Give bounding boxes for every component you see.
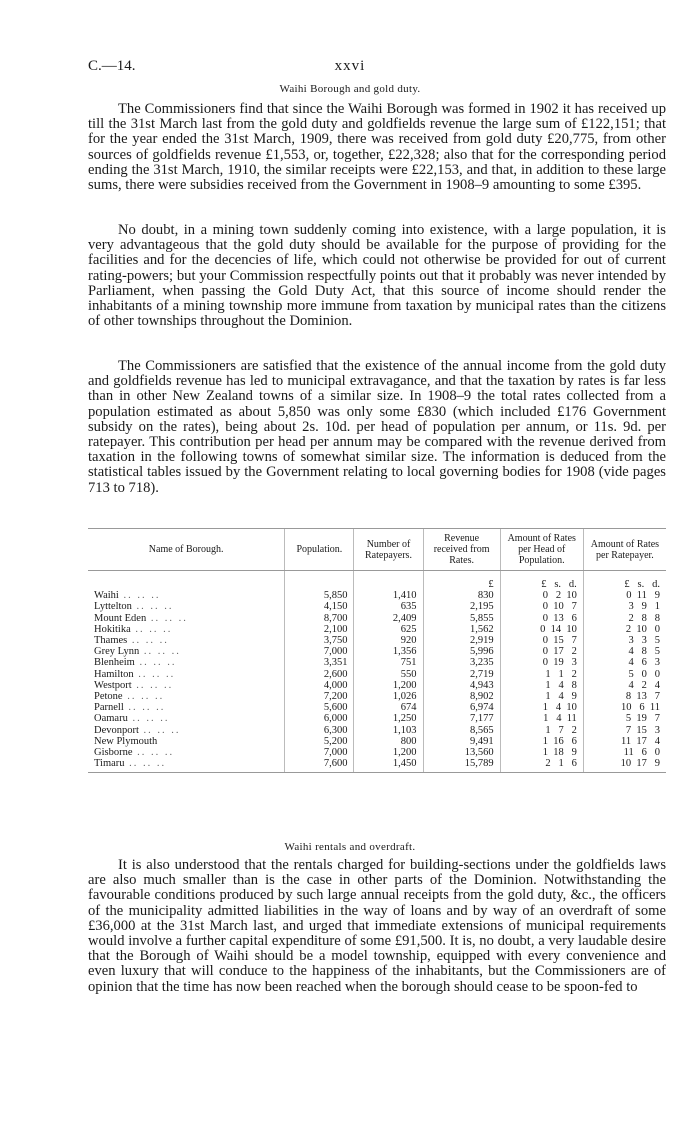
leader-dots: .. .. .. — [131, 679, 174, 691]
per-ratepayer-cell: 11 17 4 — [583, 736, 666, 747]
revenue-cell: 1,562 — [423, 624, 500, 635]
borough-name — [88, 713, 285, 724]
table-row — [88, 613, 666, 624]
ratepayers-cell: 1,410 — [354, 590, 423, 601]
leader-dots: .. .. .. — [138, 724, 181, 736]
population-cell: 4,150 — [285, 601, 354, 612]
paragraph-rates-comparison: The Commissioners are satisfied that the existence of the annual income from the gold duty and goldfields revenue has led to municipal extravagance, and that the taxation by rates is far less than in other New Zealand towns of a similar size. In 1908–9 the total rates collected from a population estimated as about 5,850 was only some £830 (which included £176 Government subsidy on the rates), being about 2s. 10d. per head of population per annum, or 11s. 9d. per ratepayer. This contribution per head per annum may be compared with the revenue derived from taxation in the following towns of somewhat similar size. The information is deduced from the statistical tables issued by the Government relating to local governing bodies for 1908 (vide pages 713 to 718). — [88, 358, 666, 496]
leader-dots: .. .. .. — [131, 601, 174, 613]
leader-dots: .. .. .. — [127, 713, 170, 725]
table-row — [88, 713, 666, 724]
revenue-cell: 3,235 — [423, 657, 500, 668]
per-ratepayer-cell: 4 2 4 — [583, 680, 666, 691]
borough-name-text: Timaru — [94, 758, 125, 770]
table-row — [88, 736, 666, 747]
per-head-cell: 1 4 8 — [500, 680, 583, 691]
leader-dots: .. .. .. — [139, 646, 181, 658]
revenue-cell: 2,719 — [423, 669, 500, 680]
population-cell: 4,000 — [285, 680, 354, 691]
per-head-cell: 0 19 3 — [500, 657, 583, 668]
borough-name-text: Hokitika — [94, 623, 131, 635]
borough-name-text: Oamaru — [94, 713, 128, 725]
paragraph-gold-duty-purpose: No doubt, in a mining town suddenly coming into existence, with a large population, it is very advantageous that the gold duty should be available for the purpose of providing for the facilities and for the decencies of life, which could not otherwise be provided for out of current rating-powers; but your Commission respectfully points out that it probably was never intended by Parliament, when passing the Gold Duty Act, that this source of income should render the inhabitants of a mining township more immune from taxation by municipal rates than the citizens of other townships throughout the Dominion. — [88, 222, 666, 330]
column-header-borough: Name of Borough. — [88, 529, 285, 571]
per-ratepayer-cell: 2 10 0 — [583, 624, 666, 635]
leader-dots: .. .. .. — [118, 590, 161, 602]
leader-dots: .. .. .. — [123, 702, 166, 714]
population-cell: 6,000 — [285, 713, 354, 724]
borough-name — [88, 736, 285, 747]
per-ratepayer-cell: 3 3 5 — [583, 635, 666, 646]
revenue-cell: 6,974 — [423, 702, 500, 713]
units-row — [88, 571, 666, 591]
revenue-cell: 2,195 — [423, 601, 500, 612]
table-row — [88, 635, 666, 646]
section-title-gold-duty: Waihi Borough and gold duty. — [279, 83, 421, 95]
borough-name-text: Waihi — [94, 590, 119, 602]
column-header-ratepayers: Number of Ratepayers. — [354, 529, 423, 571]
borough-name — [88, 635, 285, 646]
per-ratepayer-cell: 5 19 7 — [583, 713, 666, 724]
page-number: xxvi — [334, 58, 366, 74]
ratepayers-cell: 1,450 — [354, 758, 423, 773]
population-cell: 3,750 — [285, 635, 354, 646]
per-ratepayer-cell: 5 0 0 — [583, 669, 666, 680]
population-cell: 6,300 — [285, 725, 354, 736]
table-row — [88, 646, 666, 657]
population-cell: 5,200 — [285, 736, 354, 747]
borough-name-text: Lyttelton — [94, 601, 132, 613]
population-cell: 5,850 — [285, 590, 354, 601]
population-cell: 7,600 — [285, 758, 354, 773]
per-head-cell: 0 2 10 — [500, 590, 583, 601]
column-header-per-head: Amount of Rates per Head of Population. — [500, 529, 583, 571]
revenue-cell: 8,902 — [423, 691, 500, 702]
borough-name — [88, 747, 285, 758]
per-head-cell: 0 14 10 — [500, 624, 583, 635]
borough-name — [88, 624, 285, 635]
ratepayers-cell: 751 — [354, 657, 423, 668]
per-ratepayer-cell: 11 6 0 — [583, 747, 666, 758]
population-cell: 8,700 — [285, 613, 354, 624]
ratepayers-cell: 1,200 — [354, 680, 423, 691]
table-row — [88, 725, 666, 736]
borough-name — [88, 702, 285, 713]
ratepayers-cell: 550 — [354, 669, 423, 680]
per-ratepayer-cell: 4 6 3 — [583, 657, 666, 668]
ratepayers-cell: 1,356 — [354, 646, 423, 657]
borough-name-text: Hamilton — [94, 668, 134, 680]
per-head-cell: 1 7 2 — [500, 725, 583, 736]
ratepayers-cell: 1,026 — [354, 691, 423, 702]
borough-name-text: Mount Eden — [94, 612, 147, 624]
borough-name-text: Gisborne — [94, 747, 133, 759]
table-row — [88, 758, 666, 773]
ratepayers-cell: 1,103 — [354, 725, 423, 736]
ratepayers-cell: 625 — [354, 624, 423, 635]
ratepayers-cell: 920 — [354, 635, 423, 646]
per-head-cell: 1 18 9 — [500, 747, 583, 758]
unit-per-head: £ s. d. — [500, 571, 583, 591]
revenue-cell: 8,565 — [423, 725, 500, 736]
section-title-rentals: Waihi rentals and overdraft. — [284, 841, 416, 853]
per-ratepayer-cell: 10 17 9 — [583, 758, 666, 773]
borough-name — [88, 680, 285, 691]
borough-name-text: New Plymouth — [94, 735, 158, 747]
unit-revenue: £ — [423, 571, 500, 591]
revenue-cell: 9,491 — [423, 736, 500, 747]
table-row — [88, 601, 666, 612]
document-reference: C.—14. — [88, 58, 136, 74]
leader-dots: .. .. .. — [124, 758, 167, 770]
borough-name-text: Devonport — [94, 724, 139, 736]
population-cell: 3,351 — [285, 657, 354, 668]
per-head-cell: 1 1 2 — [500, 669, 583, 680]
per-ratepayer-cell: 2 8 8 — [583, 613, 666, 624]
borough-name — [88, 657, 285, 668]
revenue-cell: 830 — [423, 590, 500, 601]
borough-name — [88, 646, 285, 657]
table-row — [88, 657, 666, 668]
borough-name — [88, 669, 285, 680]
revenue-cell: 7,177 — [423, 713, 500, 724]
revenue-cell: 2,919 — [423, 635, 500, 646]
per-head-cell: 1 4 9 — [500, 691, 583, 702]
borough-name — [88, 590, 285, 601]
per-head-cell: 0 10 7 — [500, 601, 583, 612]
leader-dots: .. .. .. — [122, 691, 165, 703]
ratepayers-cell: 800 — [354, 736, 423, 747]
per-ratepayer-cell: 10 6 11 — [583, 702, 666, 713]
population-cell: 2,600 — [285, 669, 354, 680]
population-cell: 7,000 — [285, 646, 354, 657]
per-ratepayer-cell: 3 9 1 — [583, 601, 666, 612]
per-head-cell: 1 4 11 — [500, 713, 583, 724]
borough-name-text: Petone — [94, 691, 123, 703]
table-header-row — [88, 529, 666, 571]
revenue-cell: 4,943 — [423, 680, 500, 691]
per-head-cell: 1 4 10 — [500, 702, 583, 713]
table-row — [88, 590, 666, 601]
revenue-cell: 15,789 — [423, 758, 500, 773]
borough-name-text: Parnell — [94, 702, 124, 714]
revenue-cell: 5,996 — [423, 646, 500, 657]
ratepayers-cell: 1,250 — [354, 713, 423, 724]
per-head-cell: 2 1 6 — [500, 758, 583, 773]
leader-dots: .. .. .. — [127, 635, 169, 647]
table-row — [88, 669, 666, 680]
per-head-cell: 1 16 6 — [500, 736, 583, 747]
table-row — [88, 691, 666, 702]
column-header-revenue: Revenue received from Rates. — [423, 529, 500, 571]
borough-name — [88, 691, 285, 702]
borough-name-text: Westport — [94, 679, 132, 691]
borough-name-text: Blenheim — [94, 657, 135, 669]
paragraph-gold-duty-receipts: The Commissioners find that since the Waihi Borough was formed in 1902 it has received up till the 31st March last from the gold duty and goldfields revenue the large sum of £122,151; that for the year ended the 31st March, 1909, there was received from gold duty £20,775, from other sources of goldfields revenue £1,553, or, together, £22,328; also that for the corresponding period ending the 31st March, 1910, the similar receipts were £22,153, and that, in addition to these large sums, there were subsidies received from the Government in 1908–9 amounting to some £395. — [88, 101, 666, 194]
paragraph-rentals-overdraft: It is also understood that the rentals charged for building-sections under the goldfields laws are also much smaller than is the case in other parts of the Dominion. Notwithstanding the favourable conditions produced by such large annual receipts from the gold duty, &c., the officers of the municipality admitted liabilities in the way of loans and by way of an overdraft of some £36,000 at the 31st March last, and urged that immediate extensions of municipal requirements would involve a further capital expenditure of some £91,500. It is, no doubt, a very laudable desire that the Borough of Waihi should be a model township, equipped with every convenience and even luxury that will conduce to the happiness of the inhabitants, but the Commissioners are of opinion that the time has now been reached when the borough should cease to be spoon-fed to — [88, 857, 666, 995]
leader-dots: .. .. .. — [132, 747, 175, 759]
ratepayers-cell: 2,409 — [354, 613, 423, 624]
column-header-per-ratepayer: Amount of Rates per Ratepayer. — [583, 529, 666, 571]
population-cell: 7,200 — [285, 691, 354, 702]
per-ratepayer-cell: 8 13 7 — [583, 691, 666, 702]
population-cell: 5,600 — [285, 702, 354, 713]
table-row — [88, 624, 666, 635]
leader-dots: .. .. .. — [130, 623, 173, 635]
column-header-population: Population. — [285, 529, 354, 571]
per-head-cell: 0 17 2 — [500, 646, 583, 657]
per-head-cell: 0 15 7 — [500, 635, 583, 646]
borough-name — [88, 601, 285, 612]
revenue-cell: 13,560 — [423, 747, 500, 758]
table-row — [88, 702, 666, 713]
borough-name — [88, 758, 285, 773]
ratepayers-cell: 1,200 — [354, 747, 423, 758]
rates-comparison-table — [88, 528, 666, 773]
per-ratepayer-cell: 7 15 3 — [583, 725, 666, 736]
population-cell: 2,100 — [285, 624, 354, 635]
leader-dots: .. .. .. — [146, 612, 188, 624]
borough-name — [88, 613, 285, 624]
ratepayers-cell: 635 — [354, 601, 423, 612]
borough-name-text: Grey Lynn — [94, 646, 140, 658]
table-row — [88, 680, 666, 691]
leader-dots: .. .. .. — [134, 657, 177, 669]
per-head-cell: 0 13 6 — [500, 613, 583, 624]
population-cell: 7,000 — [285, 747, 354, 758]
table-row — [88, 747, 666, 758]
borough-name — [88, 725, 285, 736]
borough-name-text: Thames — [94, 635, 128, 647]
unit-per-ratepayer: £ s. d. — [583, 571, 666, 591]
revenue-cell: 5,855 — [423, 613, 500, 624]
ratepayers-cell: 674 — [354, 702, 423, 713]
per-ratepayer-cell: 4 8 5 — [583, 646, 666, 657]
leader-dots: .. .. .. — [133, 668, 176, 680]
per-ratepayer-cell: 0 11 9 — [583, 590, 666, 601]
